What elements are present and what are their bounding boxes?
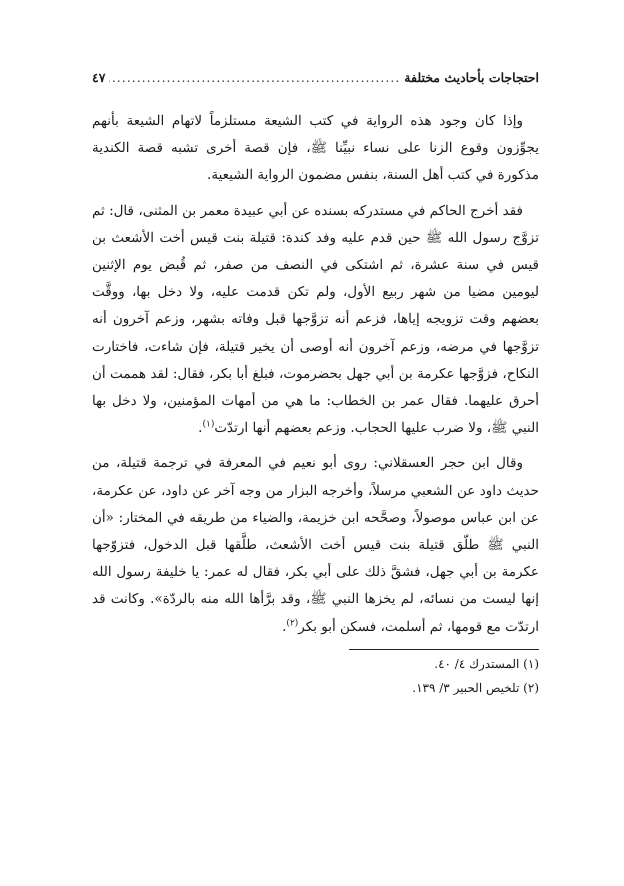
paragraph-3 [92, 450, 539, 640]
sentence-end: . [198, 420, 203, 437]
header-leader-dots [109, 70, 400, 85]
sentence-end: . [282, 618, 287, 635]
header-title: احتجاجات بأحاديث مختلفة [404, 70, 539, 85]
footnote-1: (١) المستدرك ٤/ ٤٠. [434, 656, 539, 671]
paragraph-1 [92, 108, 539, 190]
footnote-2: (٢) تلخيص الحبير ٣/ ١٣٩. [412, 680, 539, 695]
paragraph-1-text: وإذا كان وجود هذه الرواية في كتب الشيعة مستلزماً لاتهام الشيعة بأنهم يجوِّزون وقوع الزنا على نساء نبيِّنا ﷺ، فإن قصة أخرى تشبه قصة الكندية مذكورة في كتب أهل السنة، بنفس مضمون الرواية الشيعية. [92, 113, 539, 184]
paragraph-3-text: وقال ابن حجر العسقلاني: روى أبو نعيم في المعرفة في ترجمة قتيلة، من حديث داود عن الشعبي مرسلاً، وأخرجه البزار من وجه آخر عن داود، عن عكرمة، عن ابن عباس موصولاً، وصحَّحه ابن خزيمة، والضياء من طريقه في المختار: «أن النبي ﷺ طلّق قتيلة بنت قيس أخت الأشعث، طلَّقها قبل الدخول، فتزوّجها عكرمة بن أبي جهل، فشقَّ ذلك على أبي بكر، فقال له عمر: يا خليفة رسول الله إنها ليست من نسائه، لم يخزها النبي ﷺ، وقد برَّأها الله منه بالردّة». وكانت قد ارتدّت مع قومها، ثم أسلمت، فسكن أبو بكر [92, 455, 539, 635]
paragraph-2 [92, 198, 539, 443]
book-page [92, 70, 539, 830]
page-number: ٤٧ [92, 70, 106, 85]
footnote-marker-1[interactable]: (١) [202, 419, 215, 430]
footnote-marker-2[interactable]: (٢) [286, 618, 299, 629]
running-header [92, 70, 539, 94]
footnote-separator [349, 649, 539, 650]
paragraph-2-text: فقد أخرج الحاكم في مستدركه بسنده عن أبي عبيدة معمر بن المثنى، قال: ثم تزوَّج رسول الله ﷺ حين قدم عليه وفد كندة: قتيلة بنت قيس أخت الأشعث بن قيس في سنة عشرة، ثم اشتكى في النصف من صفر، ثم قُبض يوم الإثنين ليومين مضيا من شهر ربيع الأول، ولم تكن قدمت عليه، ولا دخل بها، ووقَّت بعضهم وقت تزويجه إياها، فزعم أنه تزوَّجها قبل وفاته بشهر، وزعم آخرون أنه تزوَّجها في مرضه، وزعم آخرون أنه أوصى أن يخير قتيلة، فإن شاءت، فاختارت النكاح، فزوَّجها عكرمة بن أبي جهل بحضرموت، فبلغ أبا بكر، فقال: لقد هممت أن أحرق عليهما. فقال عمر بن الخطاب: ما هي من أمهات المؤمنين، ولا دخل بها النبي ﷺ، ولا ضرب عليها الحجاب. وزعم بعضهم أنها ارتدّت [92, 202, 539, 437]
main-text [92, 108, 539, 641]
footnotes [92, 652, 539, 700]
